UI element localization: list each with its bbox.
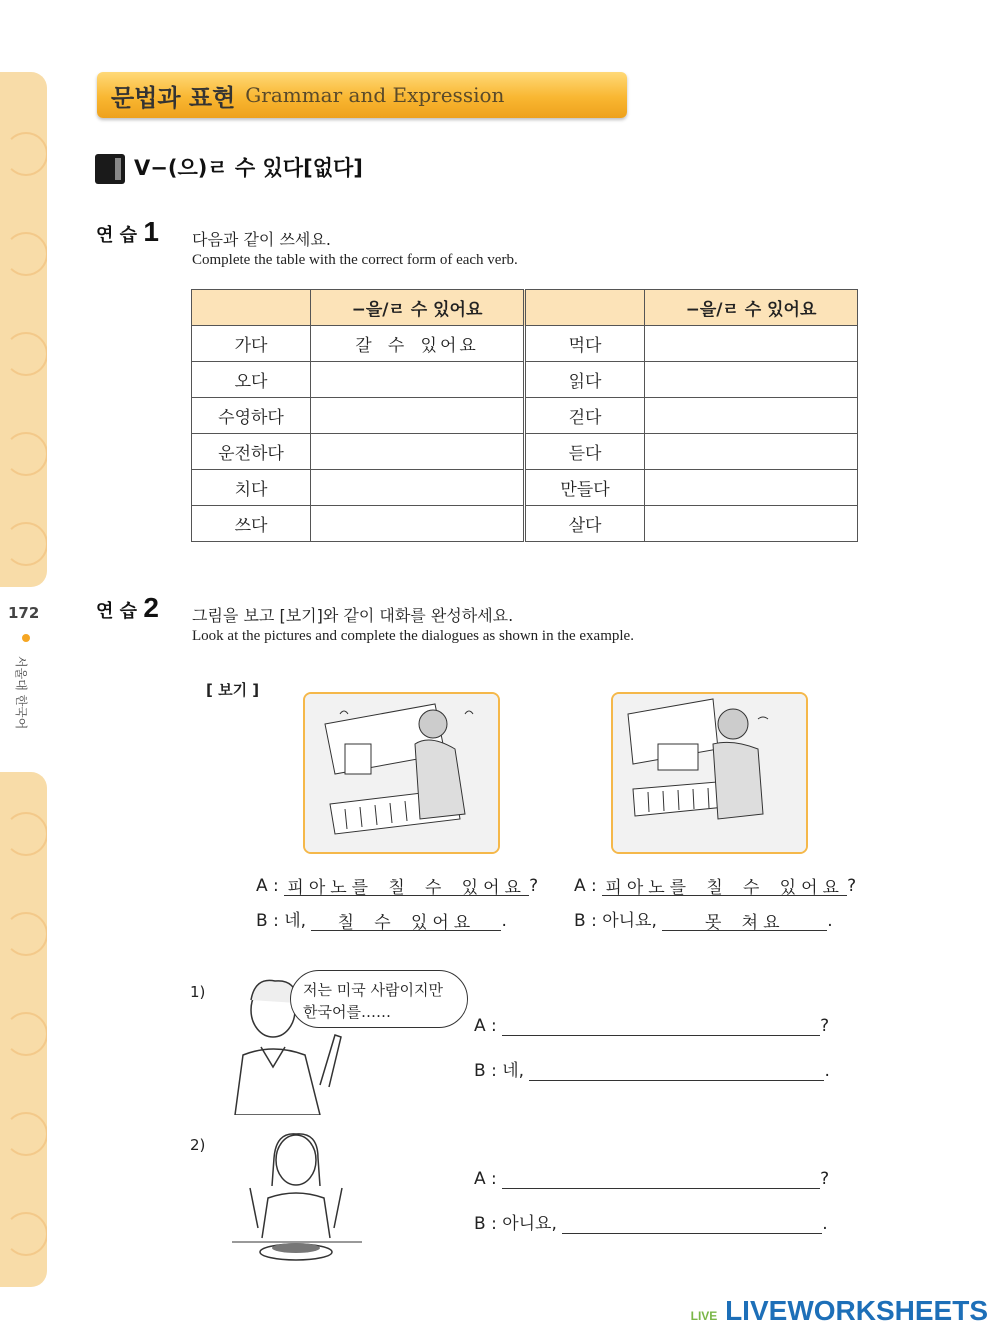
speech-line-1: 저는 미국 사람이지만 [303,981,443,999]
table-header-blank [192,290,311,326]
page-dot-icon [22,634,30,642]
verb-cell: 가다 [192,326,311,362]
exercise1-label [96,216,159,248]
answer-cell[interactable]: 갈 수 있어요 [311,326,525,362]
dialogue-prefix: B : 네, [474,1061,525,1081]
example-left-a-answer[interactable]: 피아노를 칠 수 있어요 [284,873,529,896]
dialogue-suffix: ? [820,1016,830,1036]
speech-line-2: 한국어를…… [303,1003,391,1021]
dialogue-suffix: ? [529,876,539,896]
example-right-a-answer[interactable]: 피아노를 칠 수 있어요 [602,873,847,896]
dialogue-prefix: A : [474,1016,497,1036]
dialogue-suffix: . [827,911,833,931]
exercise2-instruction-ko: 그림을 보고 [보기]와 같이 대화를 완성하세요. [192,606,514,625]
exercise1-instruction-ko: 다음과 같이 쓰세요. [192,230,331,249]
example-left-b-answer[interactable]: 칠 수 있어요 [311,908,501,931]
table-header-blank [525,290,645,326]
item1-b [474,1056,830,1081]
logo-text: LIVEWORKSHEETS [725,1295,988,1326]
verb-cell: 듣다 [525,434,645,470]
answer-cell[interactable] [311,470,525,506]
liveworksheets-logo[interactable] [691,1295,988,1327]
verb-cell: 운전하다 [192,434,311,470]
table-header-form: −을/ㄹ 수 있어요 [311,290,525,326]
answer-cell[interactable] [645,398,858,434]
answer-cell[interactable] [311,398,525,434]
answer-cell[interactable] [645,326,858,362]
verb-cell: 수영하다 [192,398,311,434]
exercise1-instruction-en: Complete the table with the correct form of each verb. [192,252,518,268]
table-row [192,326,858,362]
dialogue-suffix: . [501,911,507,931]
verb-cell: 먹다 [525,326,645,362]
dialogue-suffix: . [824,1061,830,1081]
dialogue-suffix: ? [847,876,857,896]
answer-cell[interactable] [311,434,525,470]
answer-cell[interactable] [645,434,858,470]
item2-b [474,1209,828,1234]
example-right-b-answer[interactable]: 못 쳐요 [662,908,827,931]
dialogue-prefix: A : [474,1169,497,1189]
piano-illustration [305,694,498,852]
exercise2-instruction-en: Look at the pictures and complete the dialogues as shown in the example. [192,628,634,644]
answer-cell[interactable] [645,470,858,506]
item1-a [474,1013,829,1036]
side-decoration-bottom [0,772,47,1287]
item1-b-input[interactable] [529,1058,824,1081]
table-row [192,434,858,470]
page-number: 172 [8,604,40,622]
header-english: Grammar and Expression [245,83,505,107]
table-row [192,470,858,506]
answer-cell[interactable] [311,362,525,398]
grammar-title: V−(으)ㄹ 수 있다[없다] [134,156,363,180]
side-decoration-top [0,72,47,587]
dialogue-prefix: B : 아니요, [574,911,657,931]
answer-cell[interactable] [311,506,525,542]
dialogue-prefix: A : [574,876,597,896]
dialogue-suffix: ? [820,1169,830,1189]
verb-cell: 치다 [192,470,311,506]
verb-cell: 오다 [192,362,311,398]
dialogue-prefix: A : [256,876,279,896]
table-row [192,398,858,434]
exercise2-label [96,592,159,624]
verb-table [191,289,858,542]
table-row [192,362,858,398]
item1-number: 1) [190,983,206,1001]
dialogue-prefix: B : 아니요, [474,1214,557,1234]
book-title: 서울대 한국어 [14,656,28,730]
woman-refusing-food-illustration [232,1128,362,1266]
section-header [97,72,627,118]
logo-small-text: LIVE [690,1309,718,1323]
verb-cell: 살다 [525,506,645,542]
example-right-b [574,906,833,931]
example-right-a [574,873,856,896]
piano-player-image [303,692,500,854]
dialogue-prefix: B : 네, [256,911,307,931]
header-korean: 문법과 표현 [111,83,236,112]
exercise2-number: 2 [143,592,159,623]
verb-cell: 쓰다 [192,506,311,542]
exercise1-label-text: 연 습 [96,225,138,246]
exercise2-label-text: 연 습 [96,601,138,622]
answer-cell[interactable] [645,362,858,398]
item2-a [474,1166,829,1189]
table-row [192,506,858,542]
exercise1-number: 1 [143,216,159,247]
speech-bubble [290,970,468,1028]
verb-cell: 걷다 [525,398,645,434]
item2-a-input[interactable] [502,1166,820,1189]
item1-a-input[interactable] [502,1013,820,1036]
item2-b-input[interactable] [562,1211,822,1234]
answer-cell[interactable] [645,506,858,542]
verb-cell: 만들다 [525,470,645,506]
grammar-icon [95,154,125,184]
piano-illustration [613,694,806,852]
dialogue-suffix: . [822,1214,828,1234]
table-header-form: −을/ㄹ 수 있어요 [645,290,858,326]
example-left-a [256,873,538,896]
example-left-b [256,906,507,931]
item2-number: 2) [190,1136,206,1154]
example-label: [ 보기 ] [206,681,260,699]
verb-cell: 읽다 [525,362,645,398]
piano-struggle-image [611,692,808,854]
